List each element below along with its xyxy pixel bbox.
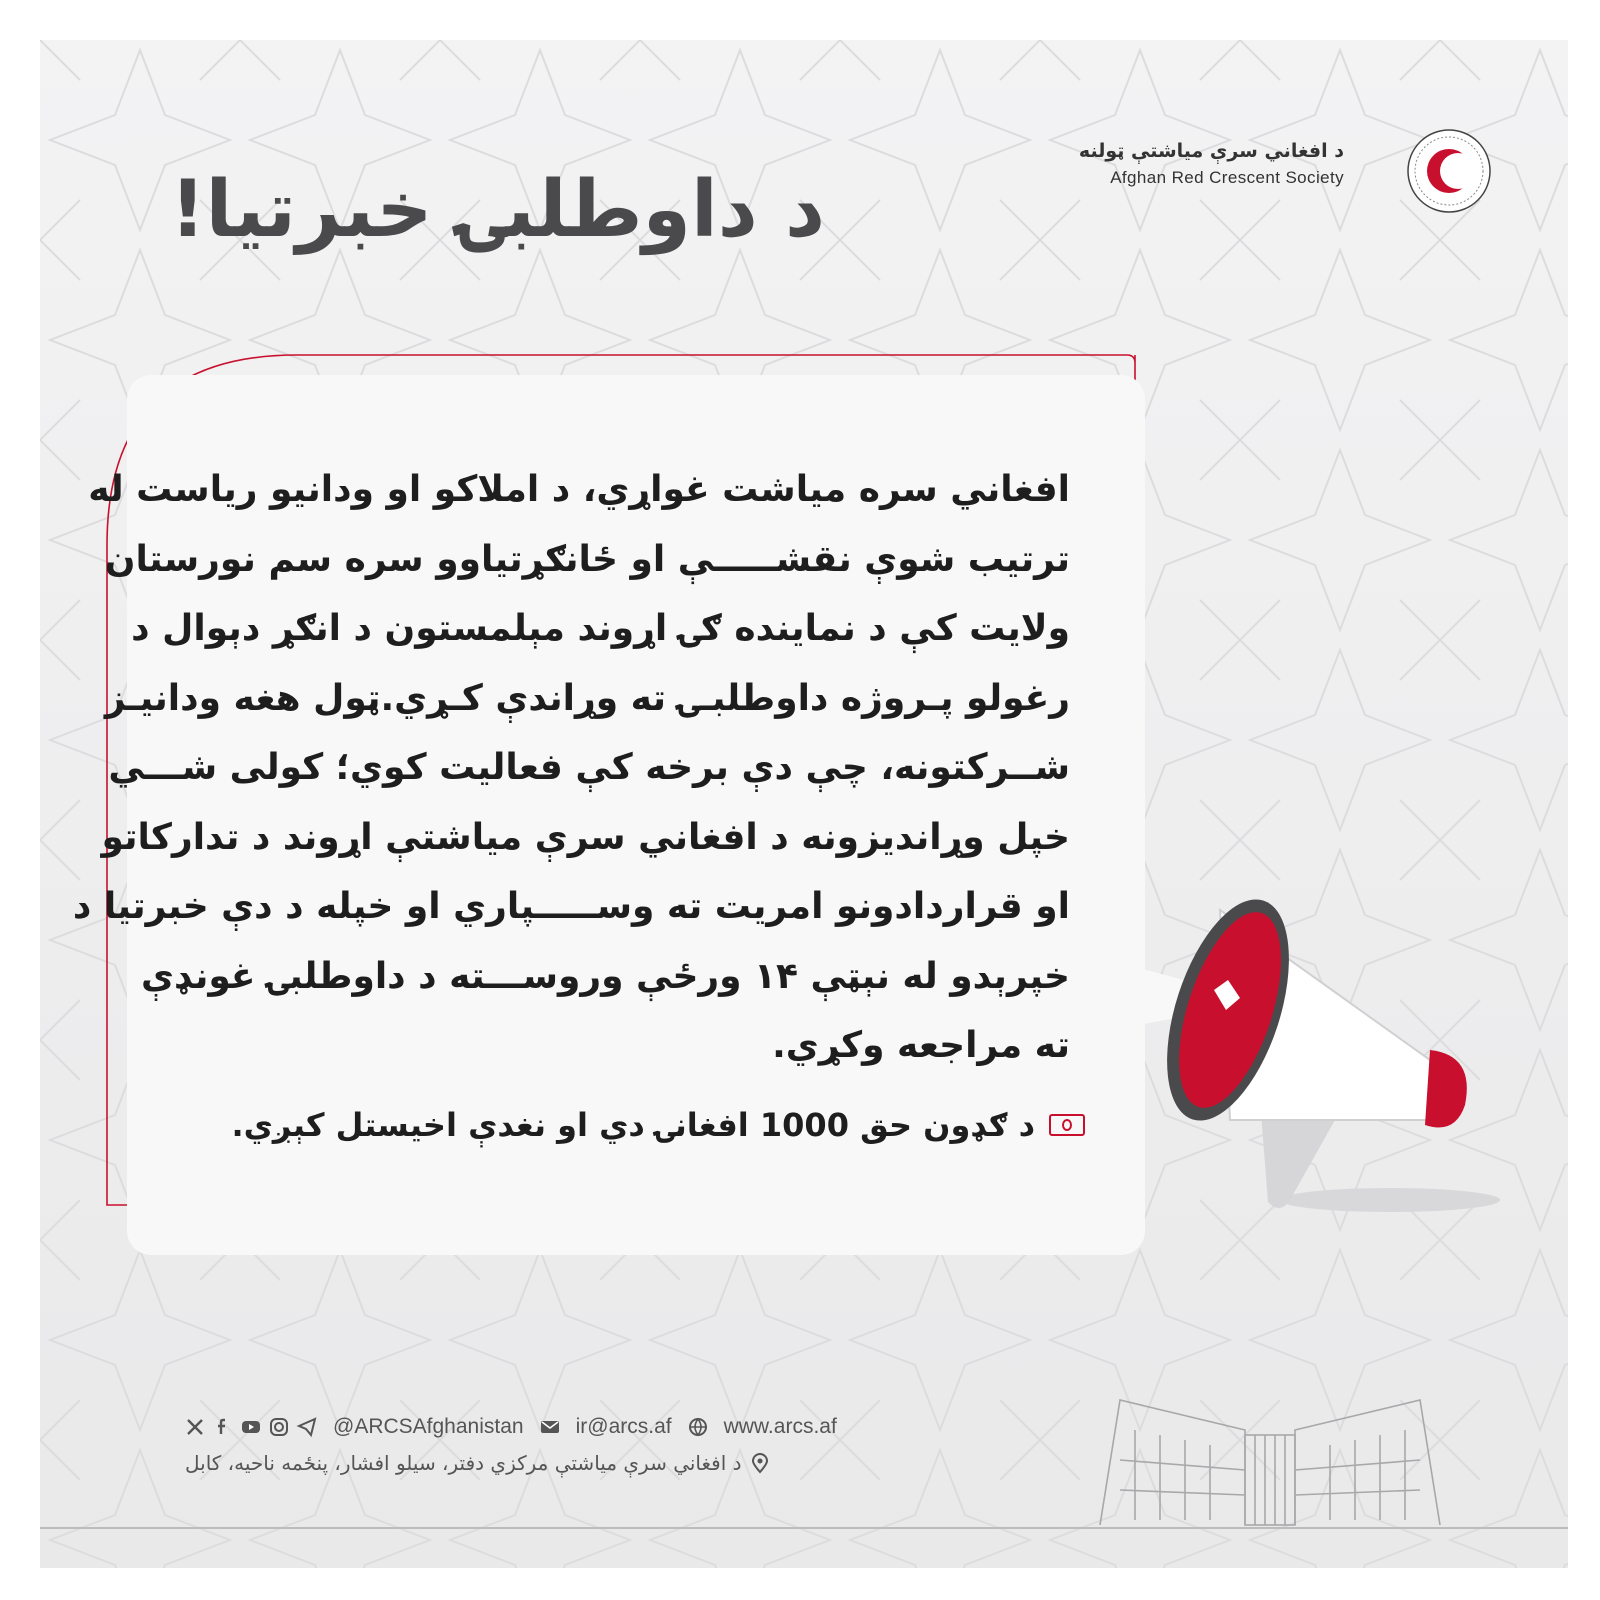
fee-text: د ګډون حق 1000 افغانۍ دي او نغدې اخیستل کېږي. (231, 1106, 1035, 1144)
youtube-icon[interactable] (241, 1417, 261, 1437)
body-line: افغاني سره میاشت غواړي، د املاکو او ودانیو ریاست له (88, 469, 1070, 510)
address-row (185, 1451, 835, 1475)
location-pin-icon (750, 1453, 770, 1473)
email-link[interactable]: ir@arcs.af (575, 1415, 672, 1438)
email-icon (540, 1417, 560, 1437)
body-line: رغولو پـروژه داوطلبـۍ ته وړاندې کـړي.ټول هغه ودانیـز (104, 677, 1070, 719)
x-icon[interactable] (185, 1417, 205, 1437)
body-line: خپرېدو له نېټې ۱۴ ورځې وروســـته د داوطلبۍ غونډې (141, 955, 1070, 997)
social-icons (185, 1417, 317, 1437)
org-name (1079, 140, 1344, 188)
globe-icon (688, 1417, 708, 1437)
fee-note (231, 1106, 1085, 1144)
instagram-icon[interactable] (269, 1417, 289, 1437)
money-icon (1049, 1114, 1085, 1136)
contact-row (185, 1415, 837, 1439)
org-name-pashto: د افغاني سرې میاشتې ټولنه (1078, 140, 1344, 162)
body-line: شــرکتونه، چې دې برخه کې فعالیت کوي؛ کولی شـــي (108, 747, 1070, 788)
website-link[interactable]: www.arcs.af (723, 1415, 837, 1438)
address-text: د افغاني سرې میاشتې مرکزي دفتر، سیلو افشار، پنځمه ناحیه، کابل (185, 1451, 742, 1475)
facebook-icon[interactable] (213, 1417, 233, 1437)
body-line: ته مراجعه وکړي. (772, 1025, 1070, 1066)
telegram-icon[interactable] (297, 1417, 317, 1437)
org-name-english: Afghan Red Crescent Society (1110, 168, 1344, 187)
footer (185, 1415, 837, 1475)
body-line: ولایت کې د نماینده ګۍ اړوند مېلمستون د انګړ دېوال د (131, 608, 1070, 649)
crescent-logo-icon (1406, 128, 1492, 214)
body-line: ترتیب شوې نقشـــــې او ځانګړتیاوو سره سم نورستان (104, 538, 1070, 580)
body-line: خپل وړاندیزونه د افغاني سرې میاشتې اړوند د تدارکاتو (101, 816, 1070, 858)
social-handle[interactable]: @ARCSAfghanistan (333, 1415, 524, 1438)
announcement-body (72, 455, 1070, 1081)
page-title: د داوطلبۍ خبرتیا! (169, 165, 825, 255)
body-line: او قراردادونو امریت ته وســـــپاري او خپله د دې خبرتیا د (72, 886, 1070, 927)
megaphone-icon (1110, 880, 1510, 1240)
building-illustration (1095, 1380, 1445, 1530)
ground-line (40, 1527, 1568, 1529)
